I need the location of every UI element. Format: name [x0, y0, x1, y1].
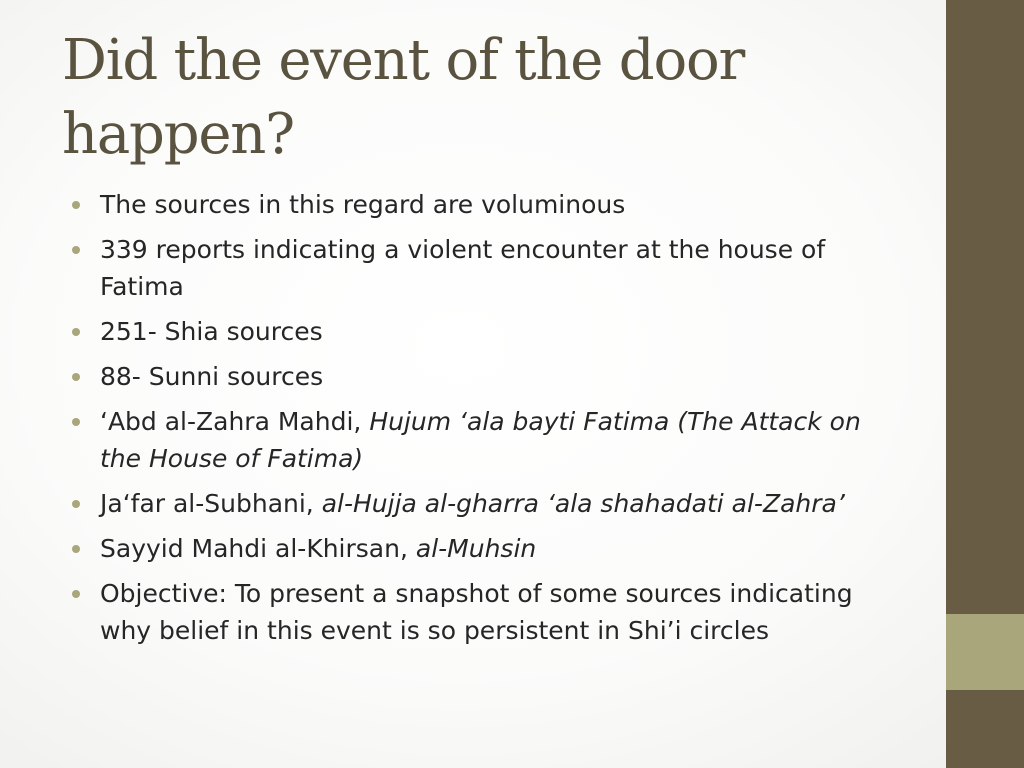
bullet-item [72, 313, 892, 350]
bullet-text: Ja‘far al-Subhani, [100, 489, 322, 518]
bullet-item [72, 575, 892, 649]
sidebar-accent-block [946, 614, 1024, 690]
bullet-text-italic: al-Muhsin [415, 534, 537, 563]
bullet-dot-icon [72, 246, 80, 254]
bullet-item [72, 530, 892, 567]
bullet-text: Objective: To present a snapshot of some sources indicating why belief in this event is so persistent in Shi’i circles [100, 579, 853, 645]
bullet-dot-icon [72, 418, 80, 426]
bullet-text: Sayyid Mahdi al-Khirsan, [100, 534, 416, 563]
bullet-dot-icon [72, 545, 80, 553]
bullet-text: 88- Sunni sources [100, 362, 324, 391]
bullet-dot-icon [72, 201, 80, 209]
bullet-text: 339 reports indicating a violent encounter at the house of Fatima [100, 235, 826, 301]
bullet-dot-icon [72, 590, 80, 598]
bullet-item [72, 358, 892, 395]
sidebar-band-top [946, 0, 1024, 614]
bullet-dot-icon [72, 500, 80, 508]
bullet-item [72, 485, 892, 522]
bullet-dot-icon [72, 328, 80, 336]
bullet-list [72, 186, 892, 657]
slide-title: Did the event of the door happen? [62, 28, 745, 167]
decorative-sidebar [946, 0, 1024, 768]
bullet-item [72, 403, 892, 477]
bullet-text: 251- Shia sources [100, 317, 323, 346]
bullet-item [72, 231, 892, 305]
bullet-item [72, 186, 892, 223]
bullet-text-italic: al-Hujja al-gharra ‘ala shahadati al-Zahra’ [321, 489, 845, 518]
bullet-text-italic: Hujum ‘ala bayti Fatima (The Attack on the House of Fatima) [100, 407, 861, 473]
bullet-dot-icon [72, 373, 80, 381]
bullet-text: ‘Abd al-Zahra Mahdi, [100, 407, 370, 436]
bullet-text: The sources in this regard are voluminous [100, 190, 626, 219]
sidebar-band-bottom [946, 690, 1024, 768]
